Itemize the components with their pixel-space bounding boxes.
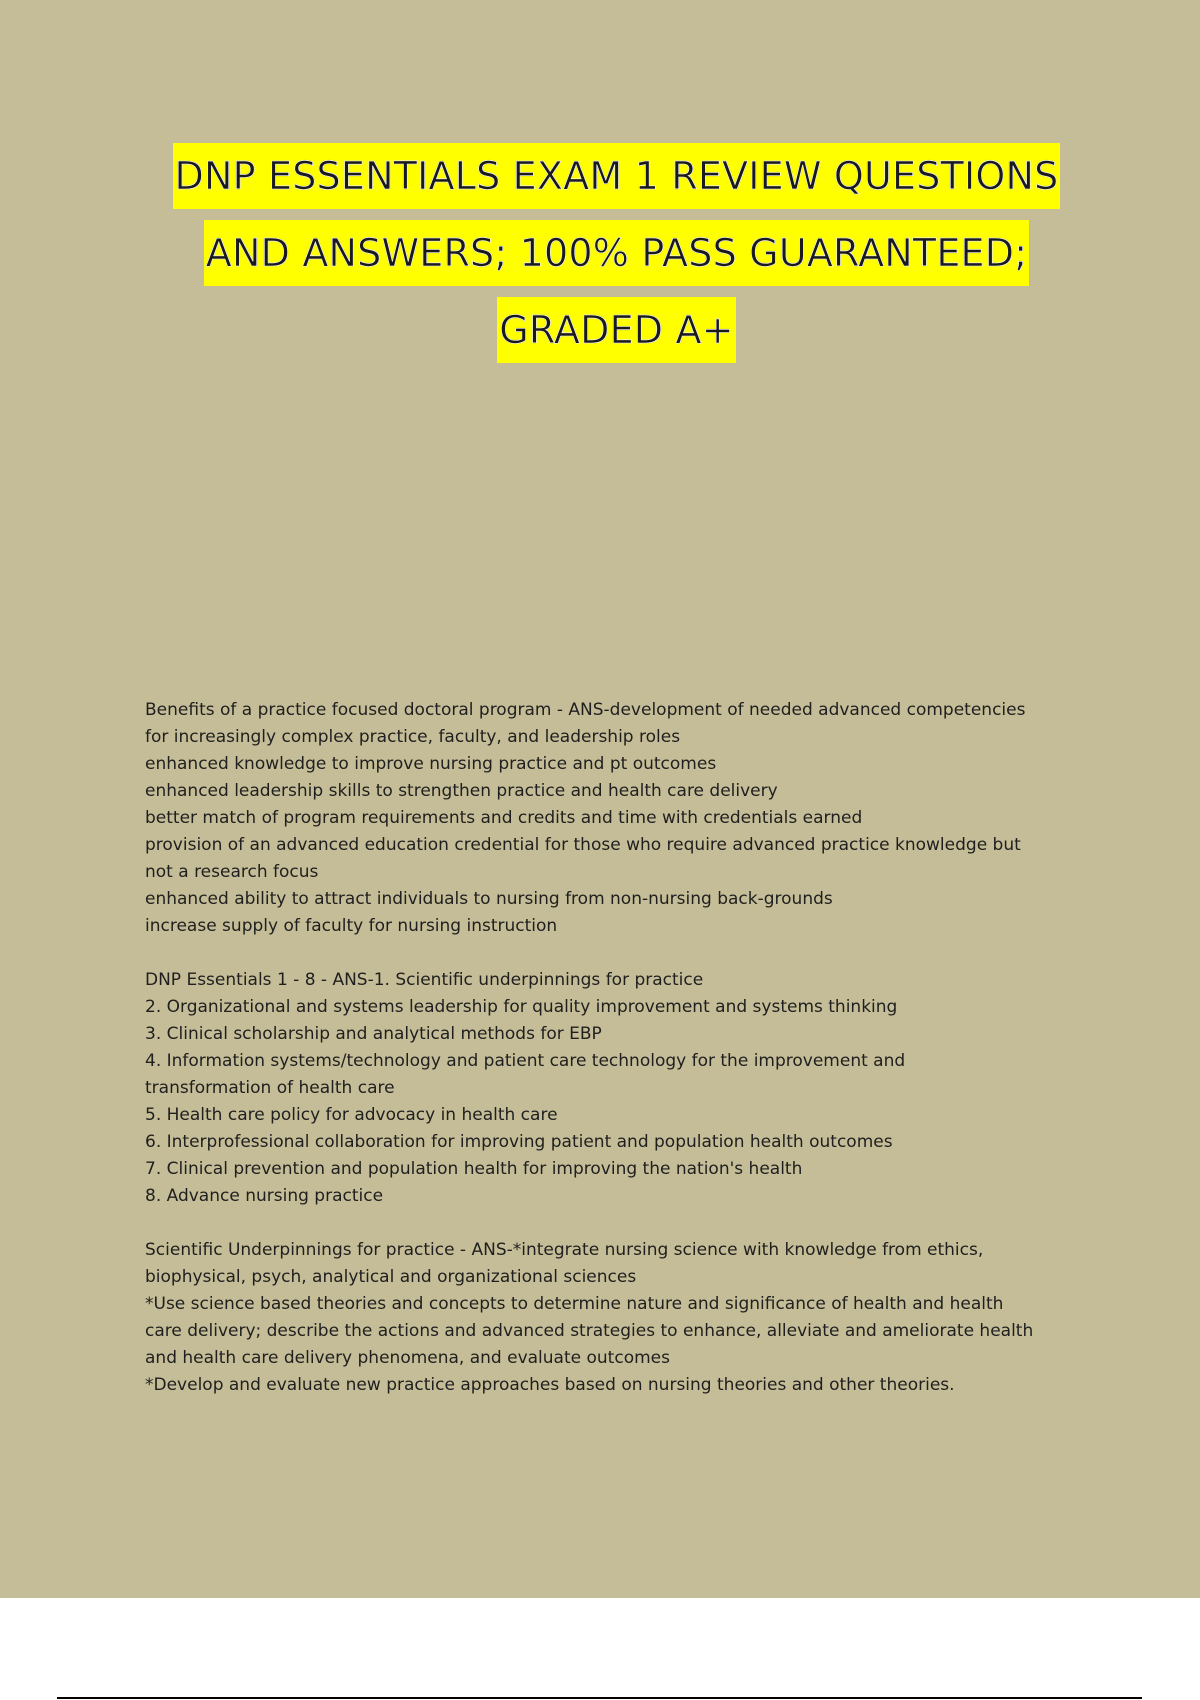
body-line: *Use science based theories and concepts to determine nature and significance of health and health <box>145 1294 1004 1314</box>
title-line-2: AND ANSWERS; 100% PASS GUARANTEED; <box>204 220 1029 286</box>
body-line: enhanced leadership skills to strengthen practice and health care delivery <box>145 781 778 801</box>
body-line: transformation of health care <box>145 1078 395 1098</box>
body-line: enhanced knowledge to improve nursing practice and pt outcomes <box>145 754 717 774</box>
body-line: care delivery; describe the actions and advanced strategies to enhance, alleviate and ameliorate health <box>145 1321 1034 1341</box>
title-line-3: GRADED A+ <box>497 297 736 363</box>
section-scientific-underpinnings <box>145 1237 1075 1399</box>
body-line: *Develop and evaluate new practice approaches based on nursing theories and other theories. <box>145 1375 955 1395</box>
body-line: better match of program requirements and credits and time with credentials earned <box>145 808 863 828</box>
body-line: 4. Information systems/technology and patient care technology for the improvement and <box>145 1051 906 1071</box>
body-line: 6. Interprofessional collaboration for improving patient and population health outcomes <box>145 1132 893 1152</box>
body-line: enhanced ability to attract individuals to nursing from non-nursing back-grounds <box>145 889 833 909</box>
document-body <box>145 697 1075 1399</box>
body-line: not a research focus <box>145 862 319 882</box>
body-line: Scientific Underpinnings for practice - ANS-*integrate nursing science with knowledge from ethics, <box>145 1240 984 1260</box>
body-line: 7. Clinical prevention and population health for improving the nation's health <box>145 1159 803 1179</box>
paragraph-gap <box>145 1210 1075 1237</box>
body-line: and health care delivery phenomena, and evaluate outcomes <box>145 1348 670 1368</box>
section-dnp-essentials <box>145 967 1075 1210</box>
body-line: increase supply of faculty for nursing instruction <box>145 916 558 936</box>
paragraph-gap <box>145 940 1075 967</box>
body-line: 8. Advance nursing practice <box>145 1186 384 1206</box>
footer-divider <box>57 1697 1142 1699</box>
body-line: 2. Organizational and systems leadership for quality improvement and systems thinking <box>145 997 898 1017</box>
body-line: for increasingly complex practice, faculty, and leadership roles <box>145 727 681 747</box>
title-line-1: DNP ESSENTIALS EXAM 1 REVIEW QUESTIONS <box>173 143 1061 209</box>
body-line: 5. Health care policy for advocacy in health care <box>145 1105 558 1125</box>
section-benefits <box>145 697 1075 940</box>
body-line: DNP Essentials 1 - 8 - ANS-1. Scientific underpinnings for practice <box>145 970 704 990</box>
body-line: 3. Clinical scholarship and analytical methods for EBP <box>145 1024 602 1044</box>
document-title <box>0 143 1200 374</box>
body-line: provision of an advanced education credential for those who require advanced practice knowledge but <box>145 835 1021 855</box>
body-line: biophysical, psych, analytical and organizational sciences <box>145 1267 637 1287</box>
body-line: Benefits of a practice focused doctoral program - ANS-development of needed advanced competencies <box>145 700 1026 720</box>
